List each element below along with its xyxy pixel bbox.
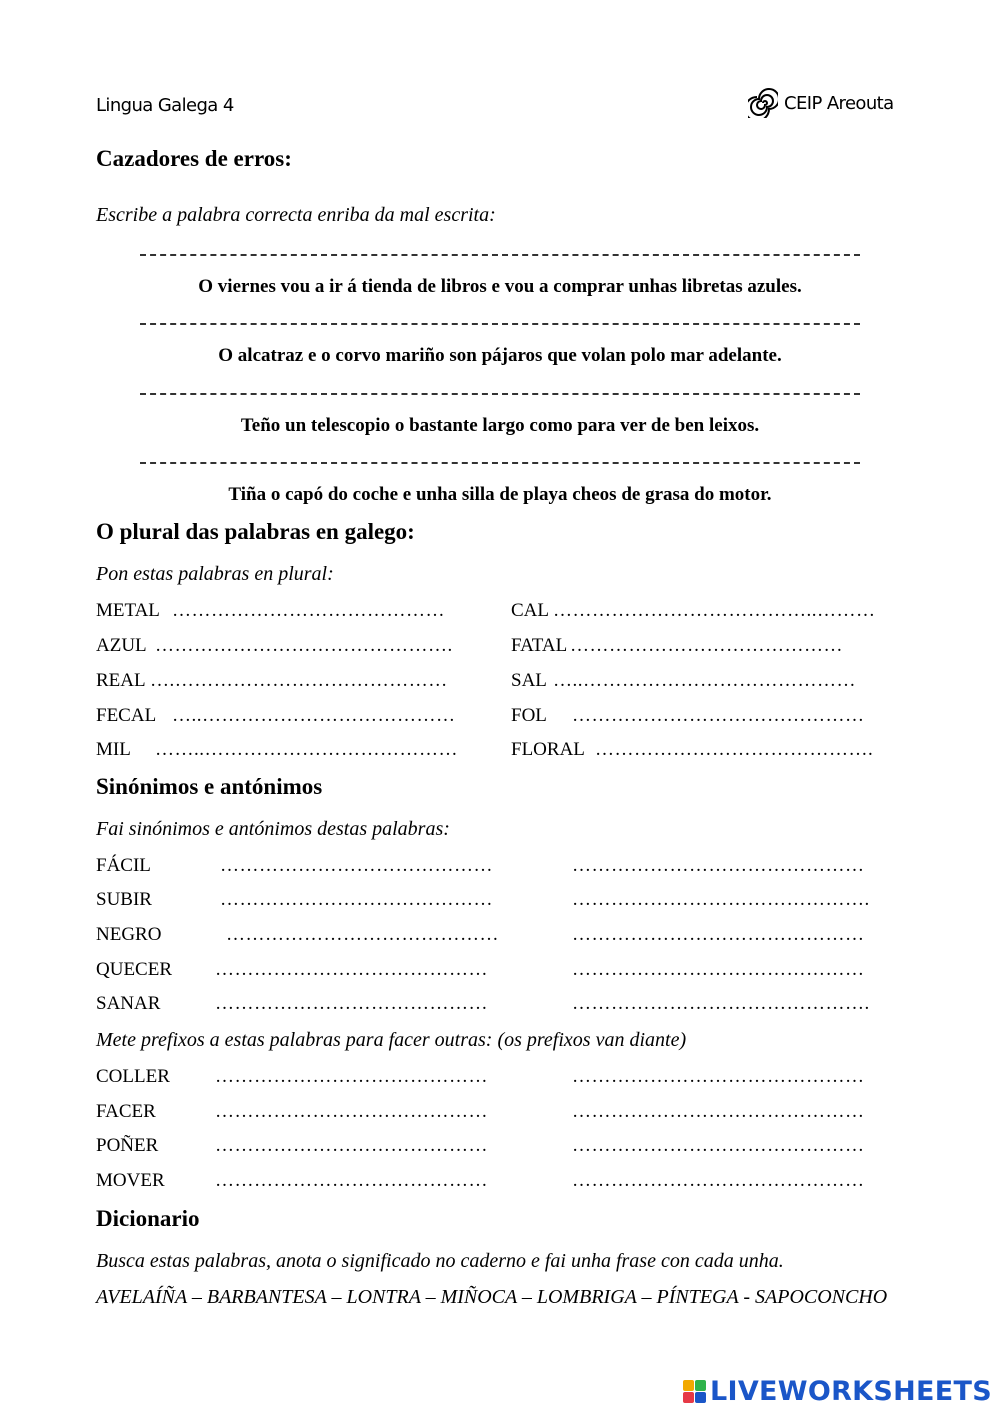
synonym-word: SANAR — [96, 993, 161, 1014]
subject-label: Lingua Galega 4 — [96, 95, 234, 116]
write-line-2[interactable] — [140, 323, 860, 325]
prefix-word: COLLER — [96, 1066, 170, 1087]
plural-word: AZUL — [96, 635, 147, 656]
plural-answer[interactable]: …..…………………………………… — [553, 670, 856, 691]
synonym-word: SUBIR — [96, 889, 152, 910]
liveworksheets-brand: LIVEWORKSHEETS — [709, 1376, 992, 1407]
synonym-answer[interactable]: …………………………………… — [220, 855, 493, 876]
school-logo — [748, 88, 894, 118]
prefix-answer[interactable]: …………………………………… — [215, 1135, 488, 1156]
instruction-plural: Pon estas palabras en plural: — [96, 563, 334, 585]
plural-answer[interactable]: ……..………………………………… — [155, 739, 458, 760]
section-title-plural: O plural das palabras en galego: — [96, 519, 415, 544]
plural-word: FLORAL — [511, 739, 585, 760]
synonym-word: FÁCIL — [96, 855, 151, 876]
antonym-answer[interactable]: ……………………………………… — [572, 855, 865, 876]
prefix-answer[interactable]: …………………………………… — [215, 1066, 488, 1087]
prefix-answer[interactable]: ……………………………………… — [572, 1066, 865, 1087]
plural-word: CAL — [511, 600, 549, 621]
prefix-answer[interactable]: ……………………………………… — [572, 1170, 865, 1191]
synonym-word: QUECER — [96, 959, 172, 980]
plural-word: REAL — [96, 670, 146, 691]
synonym-answer[interactable]: …………………………………… — [220, 889, 493, 910]
antonym-answer[interactable]: ………………………………………. — [572, 993, 870, 1014]
instruction-prefixes: Mete prefixos a estas palabras para facer outras: (os prefixos van diante) — [96, 1029, 687, 1051]
write-line-1[interactable] — [140, 254, 860, 256]
synonym-answer[interactable]: …………………………………… — [215, 993, 488, 1014]
dictionary-words: AVELAÍÑA – BARBANTESA – LONTRA – MIÑOCA – LOMBRIGA – PÍNTEGA - SAPOCONCHO — [96, 1286, 888, 1308]
write-line-3[interactable] — [140, 393, 860, 395]
plural-word: FOL — [511, 705, 547, 726]
instruction-synonyms: Fai sinónimos e antónimos destas palabras: — [96, 818, 450, 840]
plural-answer[interactable]: ………………………………………. — [155, 635, 453, 656]
instruction-errors: Escribe a palabra correcta enriba da mal escrita: — [96, 204, 496, 226]
section-title-dictionary: Dicionario — [96, 1206, 200, 1231]
spiral-icon — [748, 88, 778, 118]
plural-answer[interactable]: …………………………………… — [570, 635, 843, 656]
plural-word: METAL — [96, 600, 160, 621]
sentence-3: Teño un telescopio o bastante largo como para ver de ben leixos. — [240, 415, 760, 436]
prefix-answer[interactable]: …………………………………… — [215, 1101, 488, 1122]
antonym-answer[interactable]: ……………………………………… — [572, 924, 865, 945]
plural-word: SAL — [511, 670, 547, 691]
sentence-1: O viernes vou a ir á tienda de libros e vou a comprar unhas libretas azules. — [198, 276, 802, 297]
plural-answer[interactable]: ……………………………………. — [595, 739, 874, 760]
liveworksheets-icon — [683, 1380, 706, 1403]
antonym-answer[interactable]: ………………………………………. — [572, 889, 870, 910]
plural-word: FECAL — [96, 705, 157, 726]
prefix-answer[interactable]: …………………………………… — [215, 1170, 488, 1191]
prefix-answer[interactable]: ……………………………………… — [572, 1101, 865, 1122]
plural-answer[interactable]: …..………………………………… — [172, 705, 456, 726]
prefix-word: MOVER — [96, 1170, 165, 1191]
plural-answer[interactable]: ……………………………………… — [572, 705, 865, 726]
plural-word: MIL — [96, 739, 131, 760]
synonym-answer[interactable]: …………………………………… — [226, 924, 499, 945]
sentence-2: O alcatraz e o corvo mariño son pájaros que volan polo mar adelante. — [218, 345, 782, 366]
plural-answer[interactable]: …………………………………..……… — [553, 600, 876, 621]
synonym-answer[interactable]: …………………………………… — [215, 959, 488, 980]
section-title-errors: Cazadores de erros: — [96, 146, 292, 171]
antonym-answer[interactable]: ……………………………………… — [572, 959, 865, 980]
prefix-word: POÑER — [96, 1135, 159, 1156]
prefix-answer[interactable]: ……………………………………… — [572, 1135, 865, 1156]
section-title-synonyms: Sinónimos e antónimos — [96, 774, 323, 799]
plural-answer[interactable]: ….…………………………………… — [150, 670, 448, 691]
plural-word: FATAL — [511, 635, 568, 656]
school-name: CEIP Areouta — [784, 92, 894, 114]
plural-answer[interactable]: …………………………………… — [172, 600, 445, 621]
prefix-word: FACER — [96, 1101, 156, 1122]
liveworksheets-logo — [683, 1376, 992, 1407]
sentence-4: Tiña o capó do coche e unha silla de playa cheos de grasa do motor. — [228, 484, 772, 505]
synonym-word: NEGRO — [96, 924, 162, 945]
instruction-dictionary: Busca estas palabras, anota o significado no caderno e fai unha frase con cada unha. — [96, 1250, 784, 1272]
write-line-4[interactable] — [140, 462, 860, 464]
